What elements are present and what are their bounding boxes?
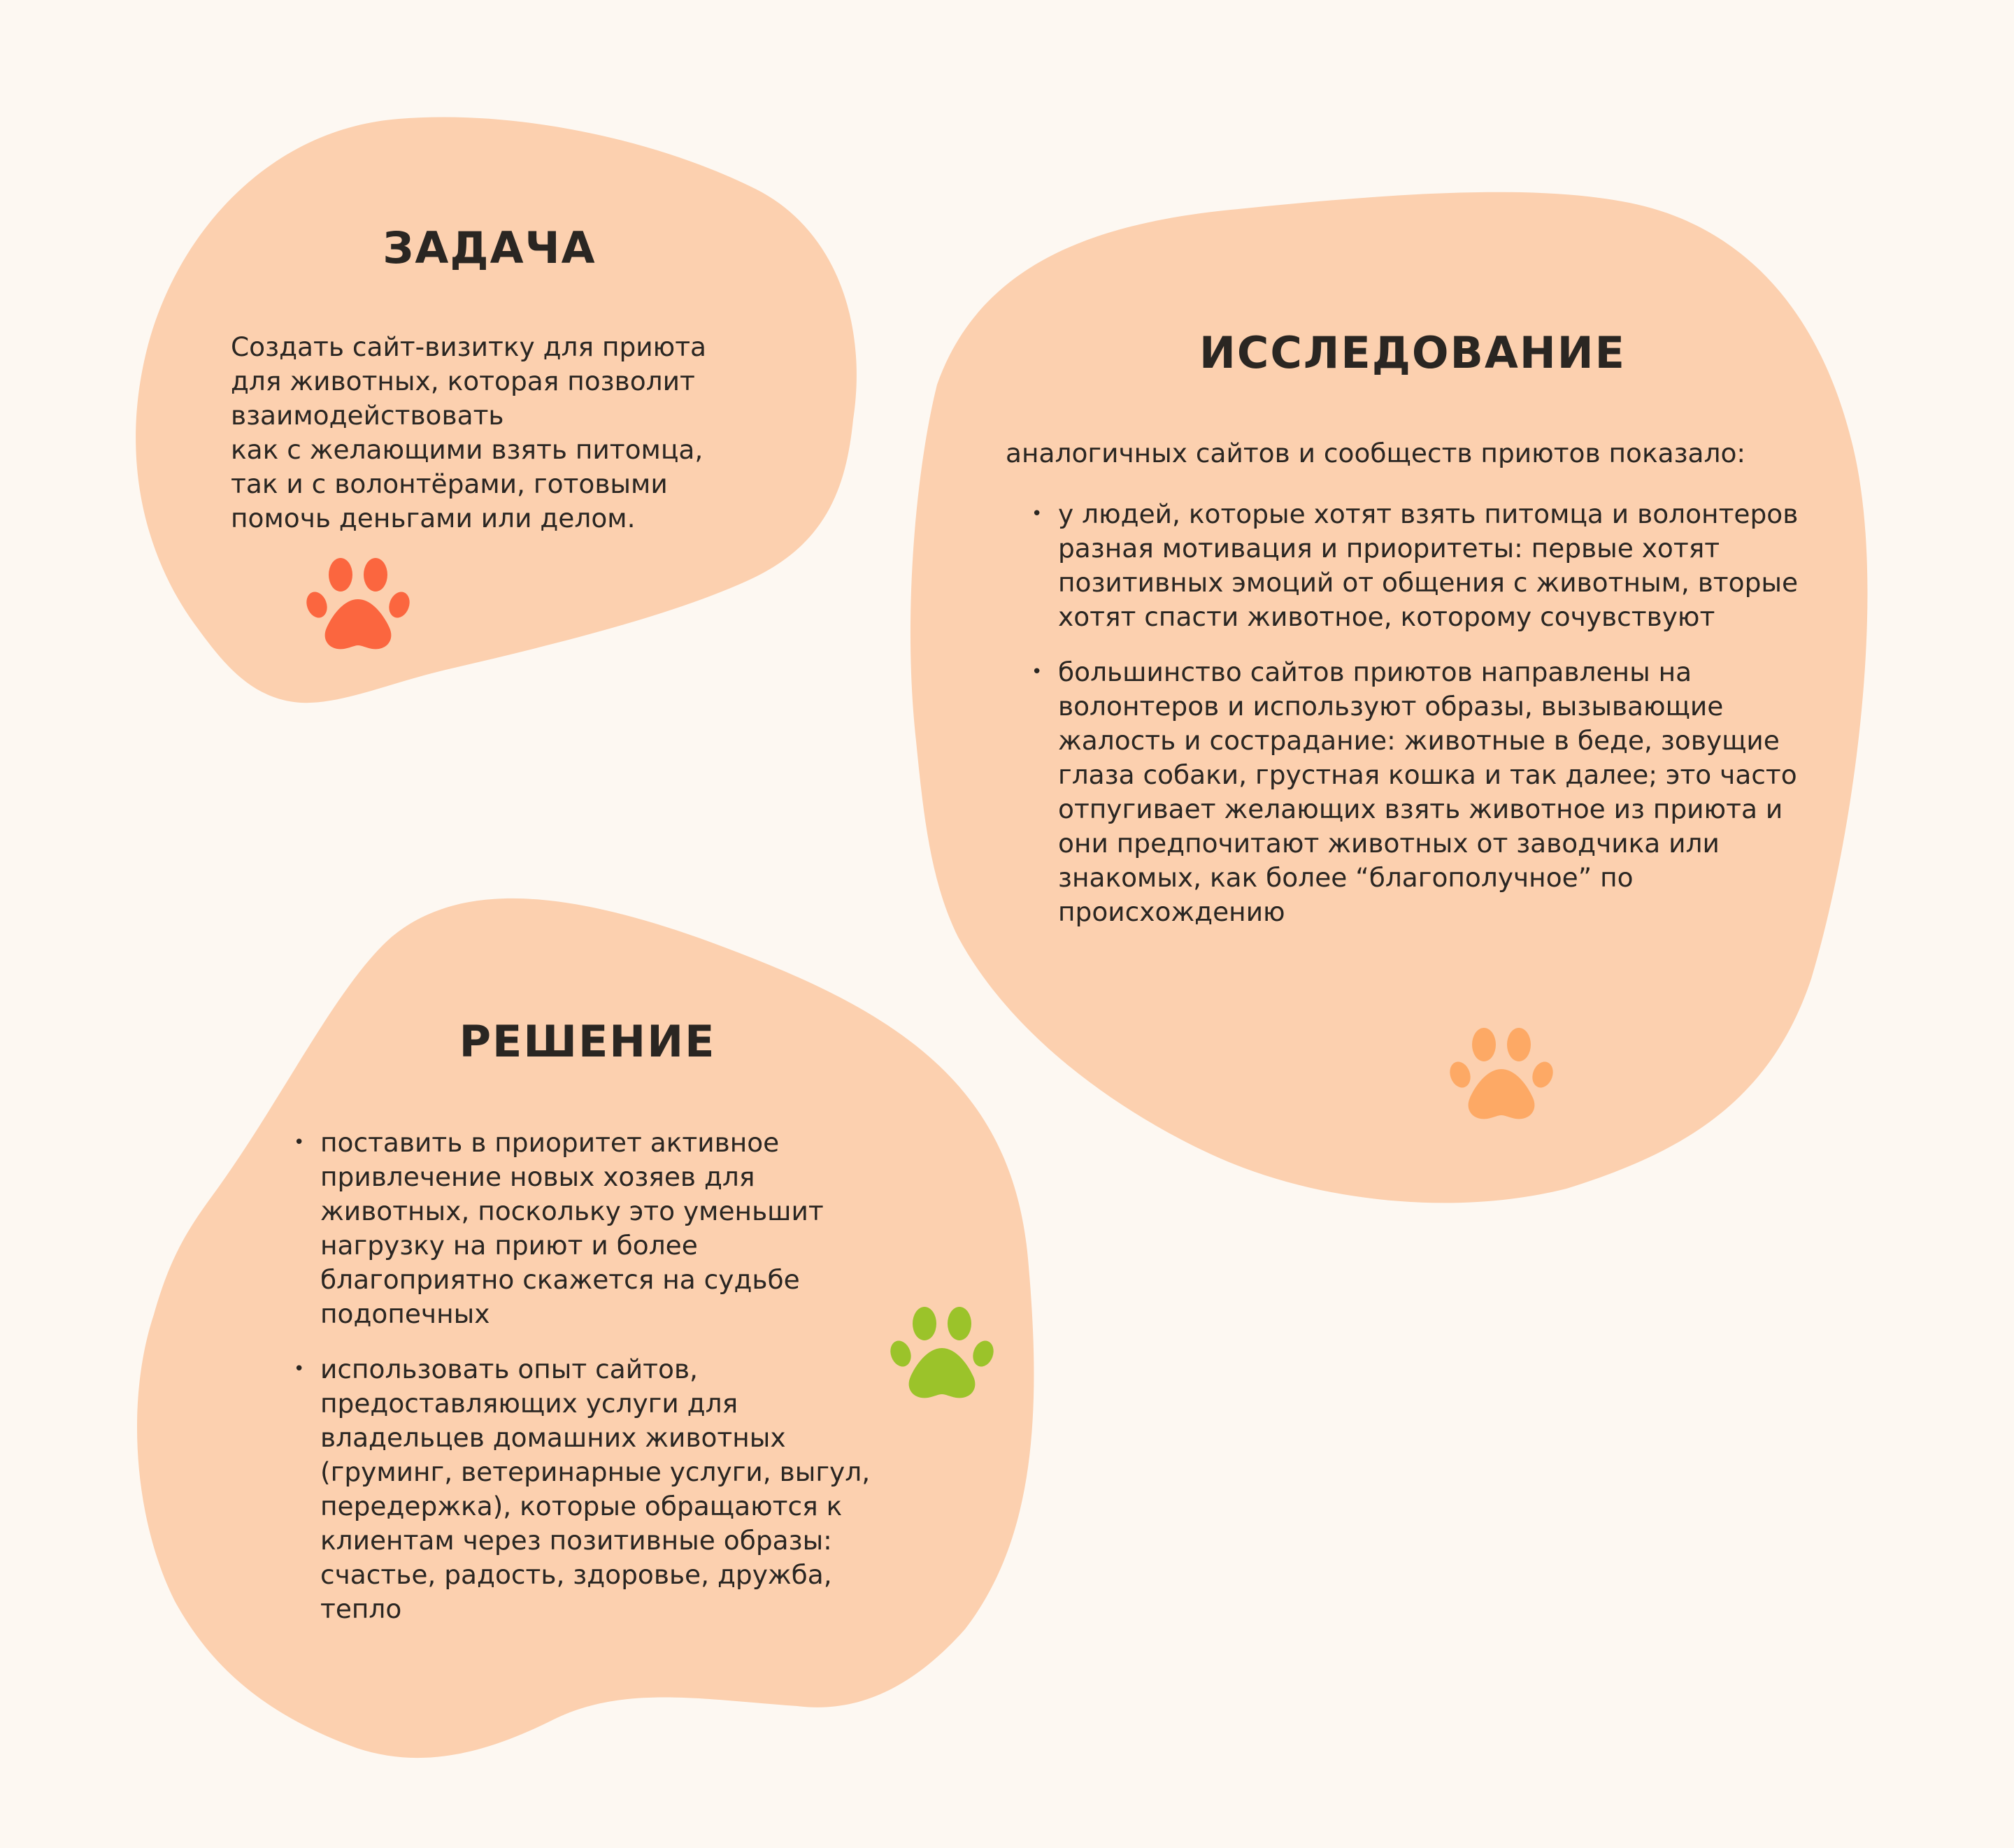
list-item: • большинство сайтов приютов направлены на волонтеров и используют образы, вызывающие жалость и сострадание: животные в беде, зовущие глаза собаки, грустная кошка и так далее; это часто отпугивает желающих взять животное из приюта и они предпочитают животных от заводчика или знакомых, как более “благополучное” по происхождению: [1031, 655, 1801, 929]
task-line: помочь деньгами или делом.: [231, 503, 636, 533]
solution-list: [294, 1126, 895, 1647]
list-item: • у людей, которые хотят взять питомца и волонтеров разная мотивация и приоритеты: первые хотят позитивных эмоций от общения с животным, вторые хотят спасти животное, которому сочувствуют: [1031, 497, 1801, 634]
task-line: как с желающими взять питомца,: [231, 434, 704, 465]
research-title: ИССЛЕДОВАНИЕ: [1199, 327, 1627, 378]
task-title: ЗАДАЧА: [383, 222, 597, 273]
solution-title: РЕШЕНИЕ: [459, 1016, 716, 1067]
paw-print-icon: [890, 1305, 994, 1403]
research-intro: аналогичных сайтов и сообществ приютов показало:: [1006, 438, 1746, 468]
paw-print-icon: [1449, 1026, 1554, 1124]
paw-print-icon: [306, 556, 410, 654]
task-description: [231, 330, 748, 536]
task-line: взаимодействовать: [231, 400, 504, 431]
task-line: для животных, которая позволит: [231, 366, 695, 396]
list-item: • поставить в приоритет активное привлечение новых хозяев для животных, поскольку это уменьшит нагрузку на приют и более благоприятно скажется на судьбе подопечных: [294, 1126, 895, 1331]
list-item: • использовать опыт сайтов, предоставляющих услуги для владельцев домашних животных (груминг, ветеринарные услуги, выгул, передержка), которые обращаются к клиентам через позитивные образы: счастье, радость, здоровье, дружба, тепло: [294, 1352, 895, 1626]
research-findings-list: [1031, 497, 1801, 950]
task-line: Создать сайт-визитку для приюта: [231, 331, 707, 362]
task-line: так и с волонтёрами, готовыми: [231, 468, 668, 499]
